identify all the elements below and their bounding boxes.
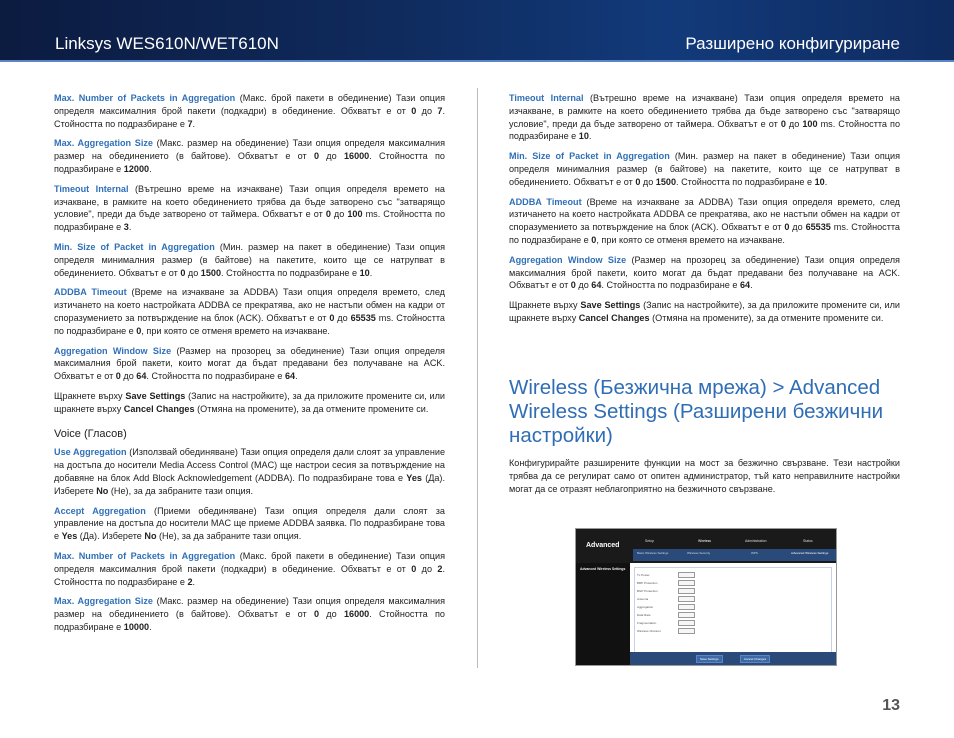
tab-status[interactable]: Status <box>803 539 813 543</box>
voice-heading: Voice (Гласов) <box>54 427 127 440</box>
setting-select[interactable] <box>678 572 695 578</box>
screenshot-brand: Advanced <box>586 542 620 549</box>
paragraph-save-instructions: Щракнете върху Save Settings (Запис на настройките), за да приложите промените си, или щракнете върху Cancel Changes (Отмяна на промените), за да отмените промените си. <box>54 390 446 414</box>
section-title: Wireless (Безжична мрежа) > Advanced Wireless Settings (Разширени безжични настройки) <box>509 376 884 447</box>
paragraph-accept-aggregation: Accept Aggregation (Приеми обединяване) Тази опция определя дали слоят за управление на достъпа до носители MAC ще приеме ADDBA заявка. По подразбиране това е Yes (Да). Изберете No (Не), за да забраните тази опция. <box>54 505 445 542</box>
setting-label: BGP Protection <box>637 589 658 593</box>
paragraph-min-packet-size: Min. Size of Packet in Aggregation (Мин. размер на пакет в обединение) Тази опция определя минималния размер (в байтове) на пакетите, които ще се натрупват в обединението. Обхватът е от 0 до 1500. Стойността по подразбиране е 10. <box>54 241 445 278</box>
term-label: Timeout Internal <box>509 93 584 103</box>
router-ui-screenshot <box>575 528 837 666</box>
setting-select[interactable] <box>678 612 695 618</box>
paragraph-min-packet-size: Min. Size of Packet in Aggregation (Мин. размер на пакет в обединение) Тази опция определя минималния размер (в байтове) на пакетите, които ще се натрупват в обединението. Обхватът е от 0 до 1500. Стойността по подразбиране е 10. <box>509 151 900 187</box>
subtab-advanced-wireless[interactable]: Advanced Wireless Settings <box>791 551 829 555</box>
term-label: ADDBA Timeout <box>509 196 582 207</box>
setting-select[interactable] <box>678 604 695 610</box>
screenshot-footer <box>630 652 836 665</box>
setting-select[interactable] <box>678 580 695 586</box>
left-column <box>54 92 445 641</box>
setting-select[interactable] <box>678 620 695 626</box>
setting-label: Wireless Channel <box>637 629 661 633</box>
column-divider <box>477 88 478 668</box>
paragraph-voice-max-aggregation-size: Max. Aggregation Size (Макс. размер на обединение) Тази опция определя максималния размер на обединението (в байтове). Обхватът е от 0 до 16000. Стойността по подразбиране е 10000. <box>54 596 445 632</box>
setting-label: Tx Power <box>637 573 650 577</box>
header-product-name: Linksys WES610N/WET610N <box>55 34 279 53</box>
sidebar-title: Advanced Wireless Settings <box>580 567 626 571</box>
page-header <box>0 0 954 62</box>
term-label: Accept Aggregation <box>54 505 146 516</box>
term-label: Timeout Internal <box>54 183 129 194</box>
term-label: Max. Aggregation Size <box>54 138 153 149</box>
tab-setup[interactable]: Setup <box>645 539 654 543</box>
subtab-basic-wireless[interactable]: Basic Wireless Settings <box>637 551 669 555</box>
header-section-title: Разширено конфигуриране <box>685 34 900 53</box>
term-label: ADDBA Timeout <box>54 287 127 298</box>
screenshot-sidebar <box>576 563 630 665</box>
setting-select[interactable] <box>678 628 695 634</box>
page-number: 13 <box>882 697 900 714</box>
screenshot-subtabs <box>633 549 836 561</box>
term-label: Max. Number of Packets in Aggregation <box>54 550 236 561</box>
paragraph-timeout-internal: Timeout Internal (Вътрешно време на изчакване) Тази опция определя времето на изчакване, в рамките на което обединението трябва да бъде затворено със "затварящо условие", преди да бъде затворено от таймера. Обхватът е от 0 до 100 ms. Стойността по подразбиране е 3. <box>54 183 446 233</box>
paragraph-aggregation-window-size: Aggregation Window Size (Размер на прозорец за обединение) Тази опция определя максималния брой пакети, които могат да бъдат предавани без получаване на ACK. Обхватът е от 0 до 64. Стойността по подразбиране е 64. <box>509 254 900 291</box>
subtab-wireless-security[interactable]: Wireless Security <box>687 551 711 555</box>
screenshot-tabs <box>633 539 836 549</box>
term-label: Min. Size of Packet in Aggregation <box>509 151 670 162</box>
setting-label: Data Rate <box>637 613 651 617</box>
paragraph-aggregation-window-size: Aggregation Window Size (Размер на прозорец за обединение) Тази опция определя максималния брой пакети, които могат да бъдат предавани без получаване на ACK. Обхватът е от 0 до 64. Стойността по подразбиране е 64. <box>54 345 445 382</box>
paragraph-max-aggregation-size: Max. Aggregation Size (Макс. размер на обединение) Тази опция определя максималния размер на обединението (в байтове). Обхватът е от 0 до 16000. Стойността по подразбиране е 12000. <box>54 138 445 174</box>
paragraph-save-instructions: Щракнете върху Save Settings (Запис на настройките), за да приложите промените си, или щракнете върху Cancel Changes (Отмяна на промените), за да отмените промените си. <box>509 300 901 323</box>
screenshot-content <box>630 563 836 665</box>
settings-frame <box>634 567 832 659</box>
section-intro: Конфигурирайте разширените функции на мост за безжично свързване. Тези настройки трябва да се регулират само от опитен администратор, тъй като неправилните настройки могат да се отразят неблагоприятно на безжичното свързване. <box>509 458 900 494</box>
subtab-wps[interactable]: WPS <box>751 551 758 555</box>
setting-label: Antenna <box>637 597 649 601</box>
right-column <box>509 92 900 332</box>
header-divider <box>0 60 954 62</box>
paragraph-addba-timeout: ADDBA Timeout (Време на изчакване за ADDBA) Тази опция определя времето, след изтичането на което настройката ADDBA се прекратява, ако не настъпи обмен на кадри от споразумението за потвърждение на блок (ACK). Обхватът е от 0 до 65535 ms. Стойността по подразбиране е 0, при която се отменя времето на изчакване. <box>54 287 445 336</box>
cancel-changes-button[interactable]: Cancel Changes <box>740 655 770 663</box>
term-label: Aggregation Window Size <box>54 345 172 356</box>
setting-select[interactable] <box>678 596 695 602</box>
paragraph-addba-timeout: ADDBA Timeout (Време на изчакване за ADDBA) Тази опция определя времето, след изтичането на което настройката ADDBA се прекратява, ако не настъпи обмен на кадри от споразумението за потвърждение на блок (ACK). Обхватът е от 0 до 65535 ms. Стойността по подразбиране е 0, при която се отменя времето на изчакване. <box>509 196 900 245</box>
term-label: Aggregation Window Size <box>509 254 627 265</box>
paragraph-voice-max-packets: Max. Number of Packets in Aggregation (Макс. брой пакети в обединение) Тази опция определя максималния брой пакети (подкадри) в обединение. Обхватът е от 0 до 2. Стойността по подразбиране е 2. <box>54 550 446 587</box>
setting-label: Fragmentation <box>637 621 657 625</box>
paragraph-use-aggregation: Use Aggregation (Използвай обединяване) Тази опция определя дали слоят за управление на достъпа до носители Media Access Control (MAC) ще настрои сесия за потвърждение на добавяне на блок Add Block Acknowledgement (ADDBA). По подразбиране това е Yes (Да). Изберете No (Не), за да забраните тази опция. <box>54 447 446 496</box>
setting-select[interactable] <box>678 588 695 594</box>
save-settings-button[interactable]: Save Settings <box>696 655 723 663</box>
term-label: Min. Size of Packet in Aggregation <box>54 241 215 252</box>
tab-administration[interactable]: Administration <box>745 539 767 543</box>
term-label: Max. Aggregation Size <box>54 596 153 607</box>
paragraph-timeout-internal: Timeout Internal (Вътрешно време на изчакване) Тази опция определя времето на изчакване, в рамките на което обединението трябва да бъде затворено със "затварящо условие", преди да бъде затворено от таймера. Обхватът е от 0 до 100 ms. Стойността по подразбиране е 10. <box>509 93 901 142</box>
tab-wireless[interactable]: Wireless <box>698 539 711 543</box>
setting-label: Aggregation <box>637 605 654 609</box>
setting-label: BRP Protection <box>637 581 658 585</box>
term-label: Max. Number of Packets in Aggregation <box>54 93 236 103</box>
term-label: Use Aggregation <box>54 447 127 458</box>
paragraph-max-packets: Max. Number of Packets in Aggregation (Макс. брой пакети в обединение) Тази опция определя максималния брой пакети (подкадри) в обединение. Обхватът е от 0 до 7. Стойността по подразбиране е 7. <box>54 93 446 129</box>
